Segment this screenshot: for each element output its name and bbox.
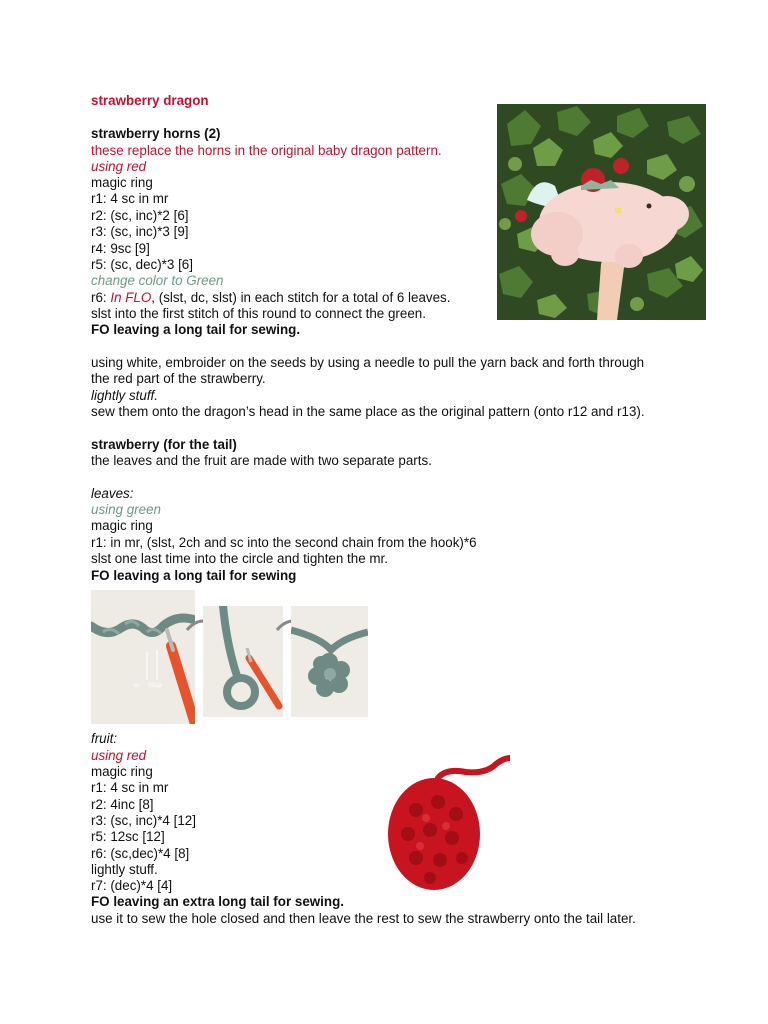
horns-heading: strawberry horns (2) [91, 126, 221, 141]
document-title: strawberry dragon [91, 93, 209, 108]
tail-heading: strawberry (for the tail) [91, 437, 237, 452]
leaves-line: slst one last time into the circle and tighten the mr. [91, 551, 388, 566]
step-photo-3 [291, 606, 368, 717]
r6-prefix: r6: [91, 290, 111, 305]
fruit-line: r2: 4inc [8] [91, 797, 154, 812]
embroider-line: the red part of the strawberry. [91, 371, 266, 386]
horns-color-change: change color to Green [91, 273, 224, 288]
leaves-line: r1: in mr, (slst, 2ch and sc into the second chain from the hook)*6 [91, 535, 477, 550]
horns-line: r1: 4 sc in mr [91, 191, 169, 206]
embroider-sew: sew them onto the dragon’s head in the same place as the original pattern (onto r12 and r13). [91, 404, 645, 419]
leaves-color: using green [91, 502, 161, 517]
r6-flo: In FLO [110, 290, 152, 305]
fruit-line: lightly stuff. [91, 862, 158, 877]
step-photo-2 [203, 606, 283, 717]
step-photo-1 [91, 590, 195, 724]
fruit-line: r3: (sc, inc)*4 [12] [91, 813, 196, 828]
horns-line: r2: (sc, inc)*2 [6] [91, 208, 189, 223]
step-label-skip: Skip [148, 680, 162, 689]
fruit-line: magic ring [91, 764, 153, 779]
horns-line: r3: (sc, inc)*3 [9] [91, 224, 189, 239]
horns-r6-line [91, 290, 450, 306]
step-label-sc: sc [134, 680, 141, 689]
tail-note: the leaves and the fruit are made with two separate parts. [91, 453, 432, 468]
r6-rest: , (slst, dc, slst) in each stitch for a total of 6 leaves. [151, 290, 451, 305]
fruit-line: r5: 12sc [12] [91, 829, 165, 844]
dragon-plush-photo [497, 104, 706, 320]
horns-fo: FO leaving a long tail for sewing. [91, 322, 301, 337]
horns-note: these replace the horns in the original baby dragon pattern. [91, 143, 442, 158]
leaves-line: magic ring [91, 518, 153, 533]
horns-line: r4: 9sc [9] [91, 241, 150, 256]
horns-slst-line: slst into the first stitch of this round to connect the green. [91, 306, 426, 321]
fruit-finish: use it to sew the hole closed and then leave the rest to sew the strawberry onto the tail later. [91, 911, 636, 926]
fruit-label: fruit: [91, 731, 118, 746]
horns-line: r5: (sc, dec)*3 [6] [91, 257, 193, 272]
leaves-fo: FO leaving a long tail for sewing [91, 568, 297, 583]
fruit-fo: FO leaving an extra long tail for sewing. [91, 894, 344, 909]
fruit-line: r1: 4 sc in mr [91, 780, 169, 795]
fruit-color: using red [91, 748, 147, 763]
leaves-label: leaves: [91, 486, 134, 501]
fruit-line: r7: (dec)*4 [4] [91, 878, 173, 893]
fruit-line: r6: (sc,dec)*4 [8] [91, 846, 190, 861]
horns-line: magic ring [91, 175, 153, 190]
strawberry-fruit-photo [386, 754, 510, 894]
embroider-stuff: lightly stuff. [91, 388, 158, 403]
horns-color: using red [91, 159, 147, 174]
embroider-line: using white, embroider on the seeds by using a needle to pull the yarn back and forth through [91, 355, 645, 370]
